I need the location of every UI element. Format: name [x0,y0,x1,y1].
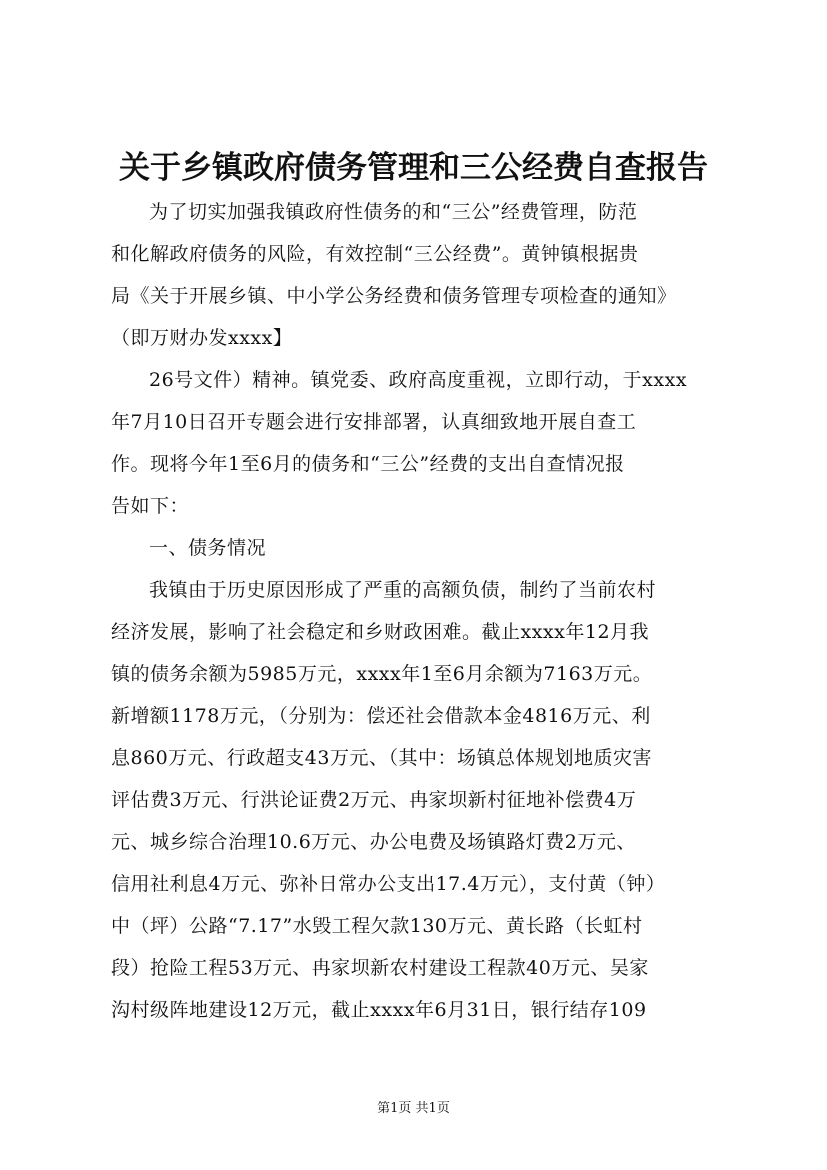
body-line: 息860万元、行政超支43万元、（其中：场镇总体规划地质灾害 [111,747,652,769]
body-line: 段）抢险工程53万元、冉家坝新农村建设工程款40万元、吴家 [111,957,649,979]
document-title: 关于乡镇政府债务管理和三公经费自查报告 [119,150,708,186]
body-line: 经济发展，影响了社会稳定和乡财政困难。截止xxxx年12月我 [111,621,650,643]
body-line: 26号文件）精神。镇党委、政府高度重视，立即行动，于xxxx [149,369,688,391]
body-line: 新增额1178万元，（分别为：偿还社会借款本金4816万元、利 [111,705,651,727]
body-line: 信用社利息4万元、弥补日常办公支出17.4万元），支付黄（钟） [111,873,666,895]
body-line: 镇的债务余额为5985万元，xxxx年1至6月余额为7163万元。 [111,663,653,685]
body-line: 中（坪）公路“7.17”水毁工程欠款130万元、黄长路（长虹村 [111,915,643,937]
body-line: 作。现将今年1至6月的债务和“三公”经费的支出自查情况报 [111,453,625,475]
body-line: 元、城乡综合治理10.6万元、办公电费及场镇路灯费2万元、 [111,831,636,853]
body-line: 评估费3万元、行洪论证费2万元、冉家坝新村征地补偿费4万 [111,789,637,811]
body-line: 局《关于开展乡镇、中小学公务经费和债务管理专项检查的通知》 [111,285,677,307]
body-line: 我镇由于历史原因形成了严重的高额负债，制约了当前农村 [149,579,657,601]
body-line: 和化解政府债务的风险，有效控制“三公经费”。黄钟镇根据贵 [111,243,639,265]
section-heading: 一、债务情况 [149,537,267,559]
body-line: 告如下： [111,495,190,517]
body-line: （即万财办发xxxx】 [111,327,293,349]
body-line: 年7月10日召开专题会进行安排部署，认真细致地开展自查工 [111,411,637,433]
page-number: 第1页 共1页 [377,1101,450,1116]
body-line: 沟村级阵地建设12万元，截止xxxx年6月31日，银行结存109 [111,999,647,1021]
body-line: 为了切实加强我镇政府性债务的和“三公”经费管理，防范 [149,201,638,223]
